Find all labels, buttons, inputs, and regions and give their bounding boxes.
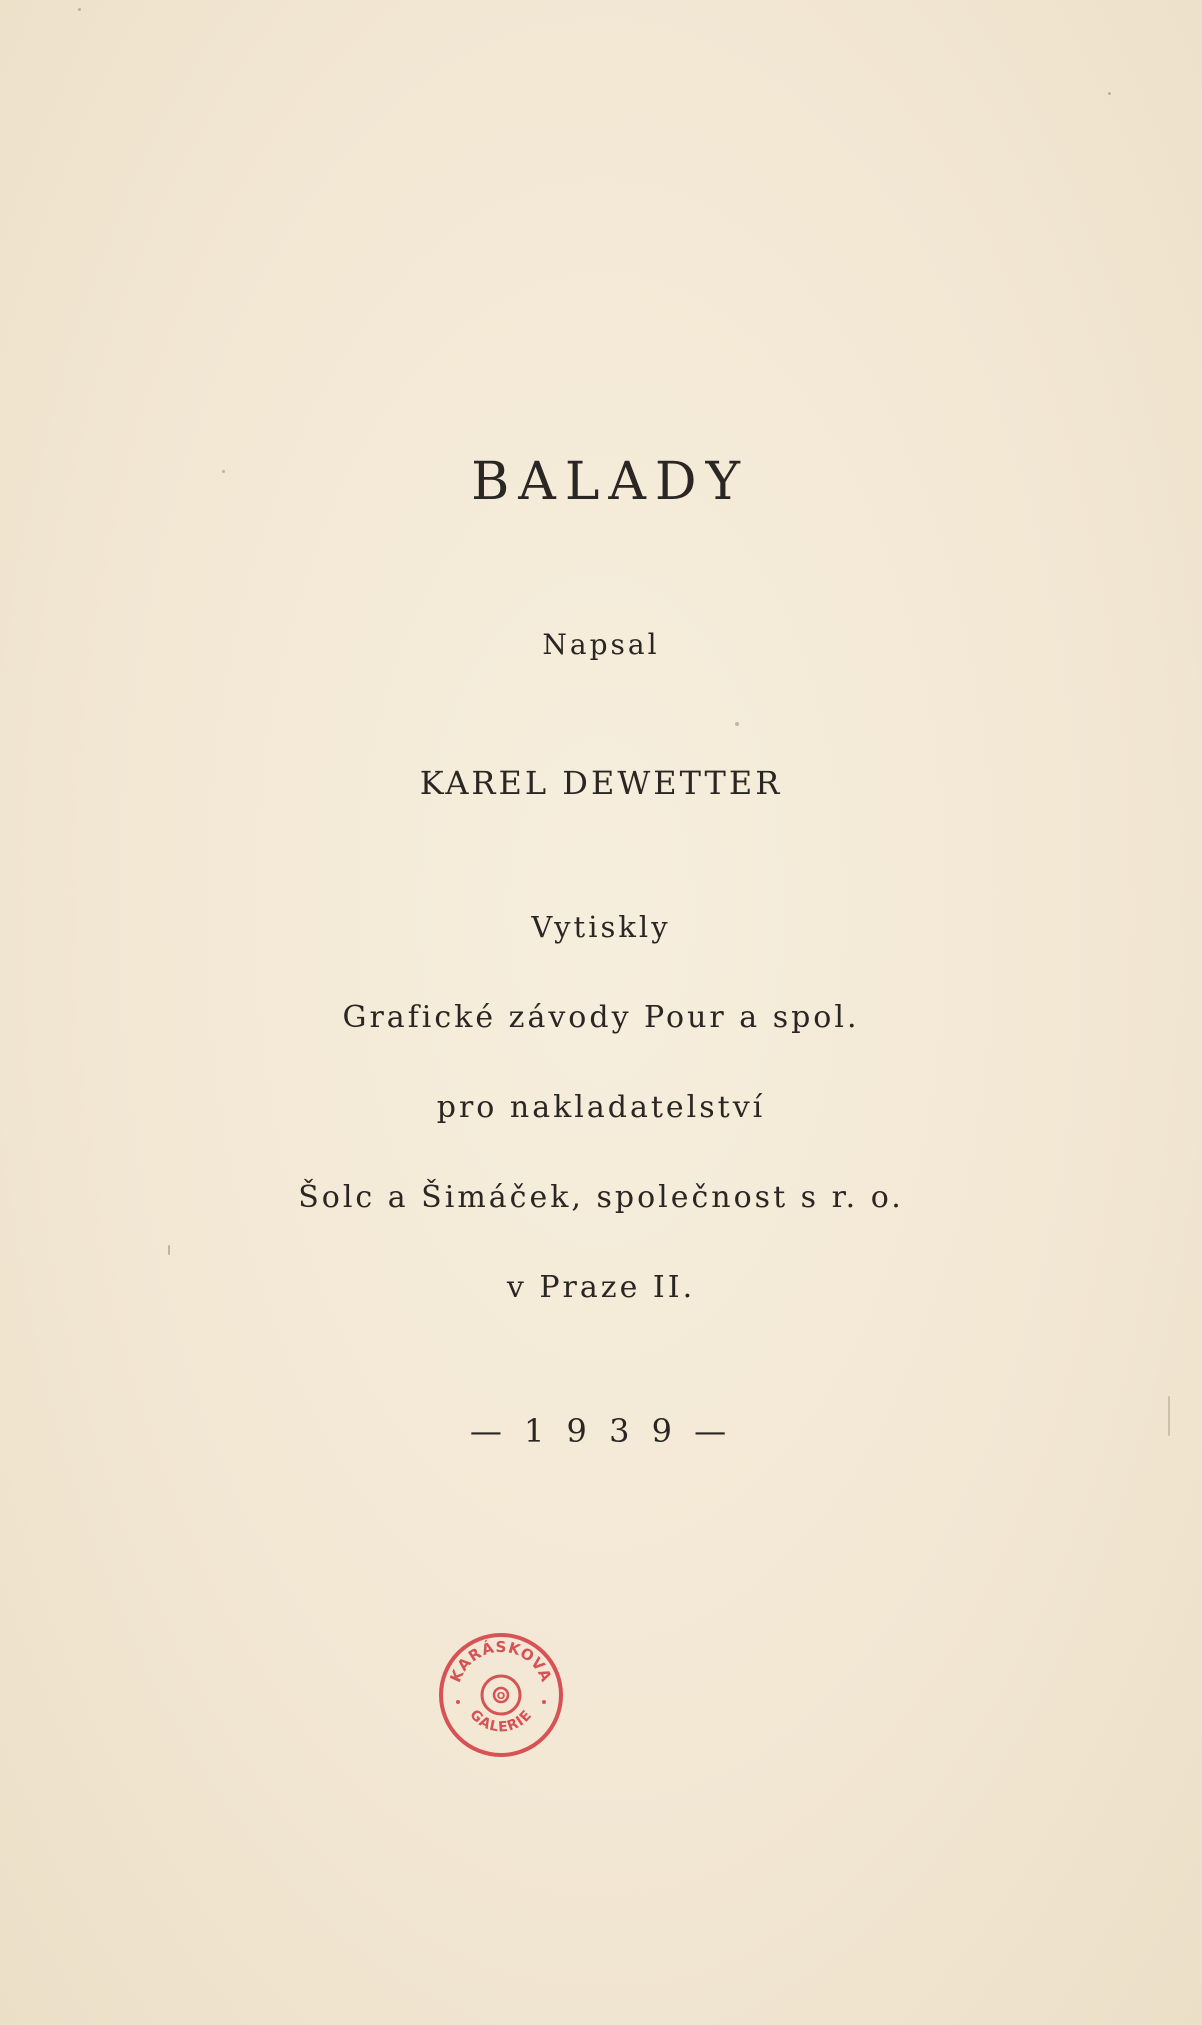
stamp-dot-left [456,1700,460,1704]
book-title: BALADY [471,452,749,512]
printer-name: Grafické závody Pour a spol. [342,1000,860,1035]
stamp-center-letter: O [496,1691,506,1702]
publication-year: — 1 9 3 9 — [469,1412,733,1450]
publisher-name: Šolc a Šimáček, společnost s r. o. [298,1180,904,1215]
paper-speck [78,8,81,11]
byline: Napsal [542,628,660,661]
paper-speck [168,1245,170,1255]
gallery-stamp [436,1630,566,1760]
author-name: KAREL DEWETTER [419,764,783,802]
paper-speck [1168,1396,1170,1436]
stamp-text-bottom: GALERIE [466,1706,536,1736]
paper-speck [735,722,739,726]
stamp-text-top: KARÁSKOVA [446,1637,556,1686]
paper-speck [1108,92,1111,95]
publisher-prefix: pro nakladatelství [436,1090,766,1125]
publication-city: v Praze II. [506,1270,696,1305]
printed-by-label: Vytiskly [531,910,671,944]
stamp-dot-right [542,1700,546,1704]
paper-speck [222,470,225,473]
